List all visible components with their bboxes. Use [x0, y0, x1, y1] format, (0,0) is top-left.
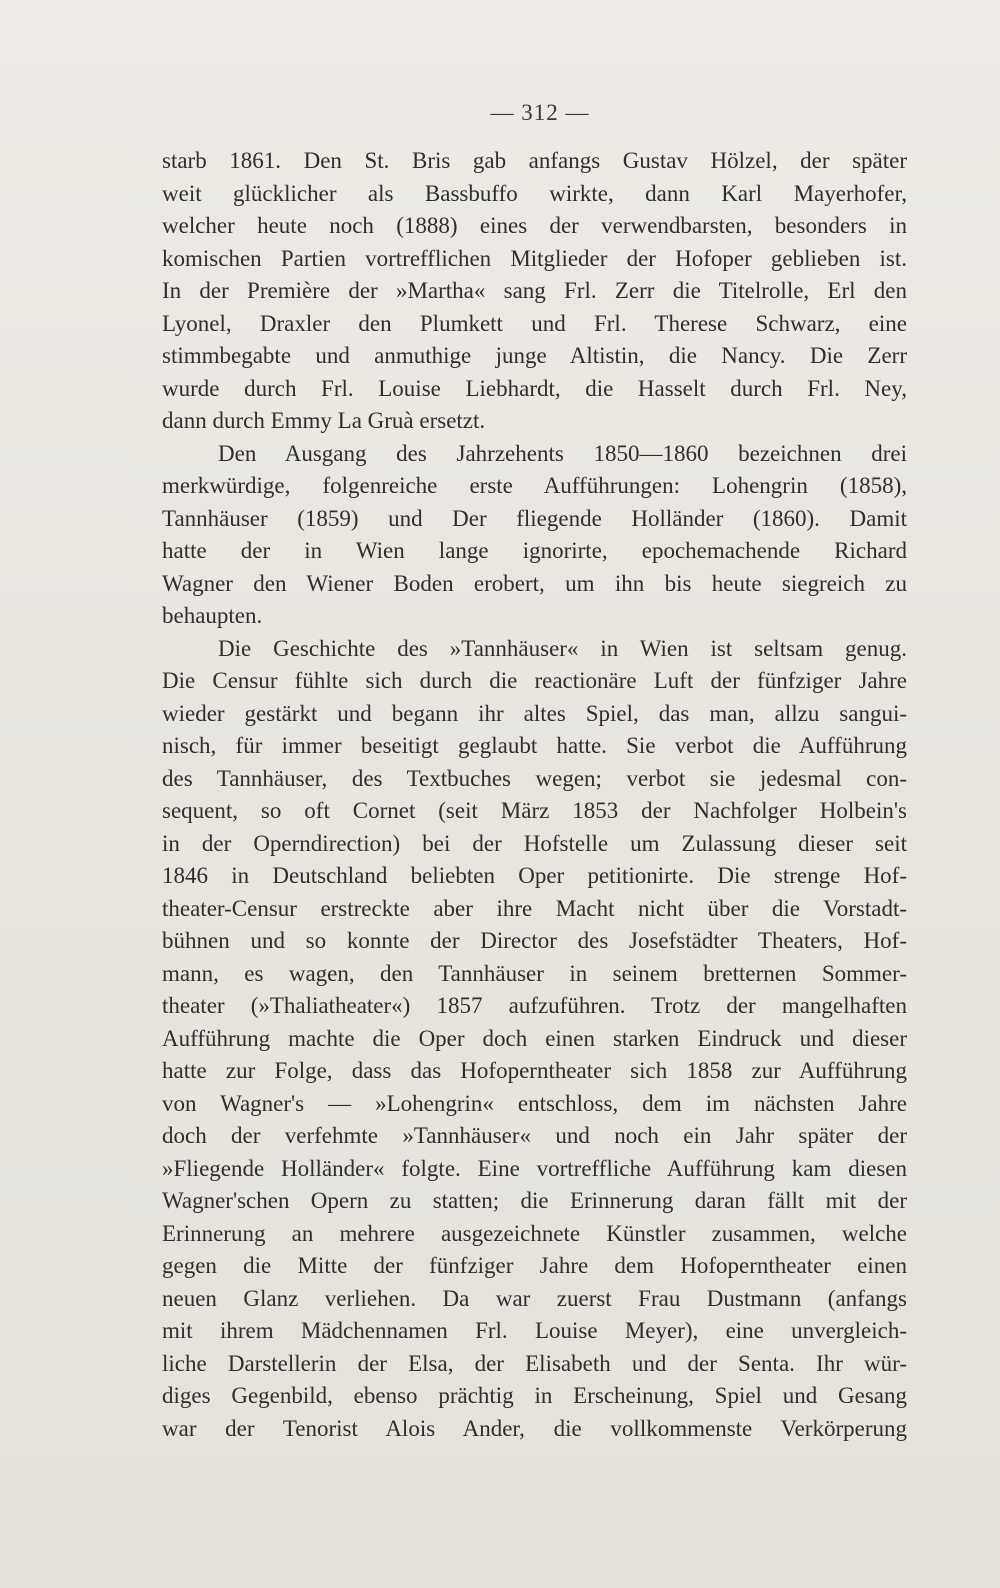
text-line: hatte der in Wien lange ignorirte, epochemachende Richard	[162, 538, 907, 563]
text-line: Lyonel, Draxler den Plumkett und Frl. Therese Schwarz, eine	[162, 310, 907, 336]
body-text	[162, 145, 907, 1445]
text-line: welcher heute noch (1888) eines der verwendbarsten, besonders in	[162, 213, 907, 238]
text-line: komischen Partien vortrefflichen Mitglieder der Hofoper geblieben ist.	[162, 245, 907, 271]
page-number: — 312 —	[490, 100, 590, 125]
text-line: wurde durch Frl. Louise Liebhardt, die Hasselt durch Frl. Ney,	[162, 375, 907, 401]
text-line: diges Gegenbild, ebenso prächtig in Erscheinung, Spiel und Gesang	[162, 1383, 907, 1408]
text-line: bühnen und so konnte der Director des Josefstädter Theaters, Hof-	[162, 928, 907, 953]
text-line: von Wagner's — »Lohengrin« entschloss, dem im nächsten Jahre	[162, 1090, 907, 1116]
text-line: liche Darstellerin der Elsa, der Elisabeth und der Senta. Ihr wür-	[162, 1350, 907, 1376]
text-line: mann, es wagen, den Tannhäuser in seinem bretternen Sommer-	[162, 960, 907, 986]
text-line: wieder gestärkt und begann ihr altes Spiel, das man, allzu sangui-	[162, 700, 907, 726]
text-line: theater (»Thaliatheater«) 1857 aufzuführen. Trotz der mangelhaften	[162, 993, 907, 1018]
text-line: stimmbegabte und anmuthige junge Altistin, die Nancy. Die Zerr	[162, 343, 907, 368]
text-line: 1846 in Deutschland beliebten Oper petitionirte. Die strenge Hof-	[162, 863, 907, 888]
text-line: Tannhäuser (1859) und Der fliegende Holländer (1860). Damit	[162, 505, 907, 531]
text-line: Die Geschichte des »Tannhäuser« in Wien ist seltsam genug.	[218, 635, 907, 661]
text-line: Erinnerung an mehrere ausgezeichnete Künstler zusammen, welche	[162, 1220, 907, 1246]
text-line: sequent, so oft Cornet (seit März 1853 der Nachfolger Holbein's	[162, 798, 907, 823]
text-line: »Fliegende Holländer« folgte. Eine vortreffliche Aufführung kam diesen	[162, 1155, 907, 1181]
text-line: theater-Censur erstreckte aber ihre Macht nicht über die Vorstadt-	[162, 895, 907, 921]
text-line: Die Censur fühlte sich durch die reactionäre Luft der fünfziger Jahre	[162, 668, 907, 693]
text-line: merkwürdige, folgenreiche erste Aufführungen: Lohengrin (1858),	[162, 473, 907, 498]
text-line: neuen Glanz verliehen. Da war zuerst Frau Dustmann (anfangs	[162, 1285, 907, 1311]
text-line: des Tannhäuser, des Textbuches wegen; verbot sie jedesmal con-	[162, 765, 907, 791]
text-line: in der Operndirection) bei der Hofstelle um Zulassung dieser seit	[162, 830, 907, 856]
text-line: Den Ausgang des Jahrzehents 1850—1860 bezeichnen drei	[218, 440, 907, 466]
text-line: behaupten.	[162, 603, 263, 628]
text-line: nisch, für immer beseitigt geglaubt hatte. Sie verbot die Aufführung	[162, 733, 907, 758]
text-line: In der Première der »Martha« sang Frl. Zerr die Titelrolle, Erl den	[162, 278, 907, 303]
text-line: Wagner'schen Opern zu statten; die Erinnerung daran fällt mit der	[162, 1188, 907, 1213]
text-line: starb 1861. Den St. Bris gab anfangs Gustav Hölzel, der später	[162, 148, 907, 173]
text-line: Wagner den Wiener Boden erobert, um ihn bis heute siegreich zu	[162, 570, 907, 596]
text-line: doch der verfehmte »Tannhäuser« und noch ein Jahr später der	[162, 1123, 907, 1148]
text-line: hatte zur Folge, dass das Hofoperntheater sich 1858 zur Aufführung	[162, 1058, 907, 1083]
text-line: mit ihrem Mädchennamen Frl. Louise Meyer), eine unvergleich-	[162, 1318, 907, 1343]
text-line: Aufführung machte die Oper doch einen starken Eindruck und dieser	[162, 1025, 907, 1051]
text-line: gegen die Mitte der fünfziger Jahre dem Hofoperntheater einen	[162, 1253, 907, 1278]
text-line: war der Tenorist Alois Ander, die vollkommenste Verkörperung	[162, 1415, 907, 1441]
text-line: dann durch Emmy La Gruà ersetzt.	[162, 408, 486, 433]
text-line: weit glücklicher als Bassbuffo wirkte, dann Karl Mayerhofer,	[162, 180, 907, 206]
